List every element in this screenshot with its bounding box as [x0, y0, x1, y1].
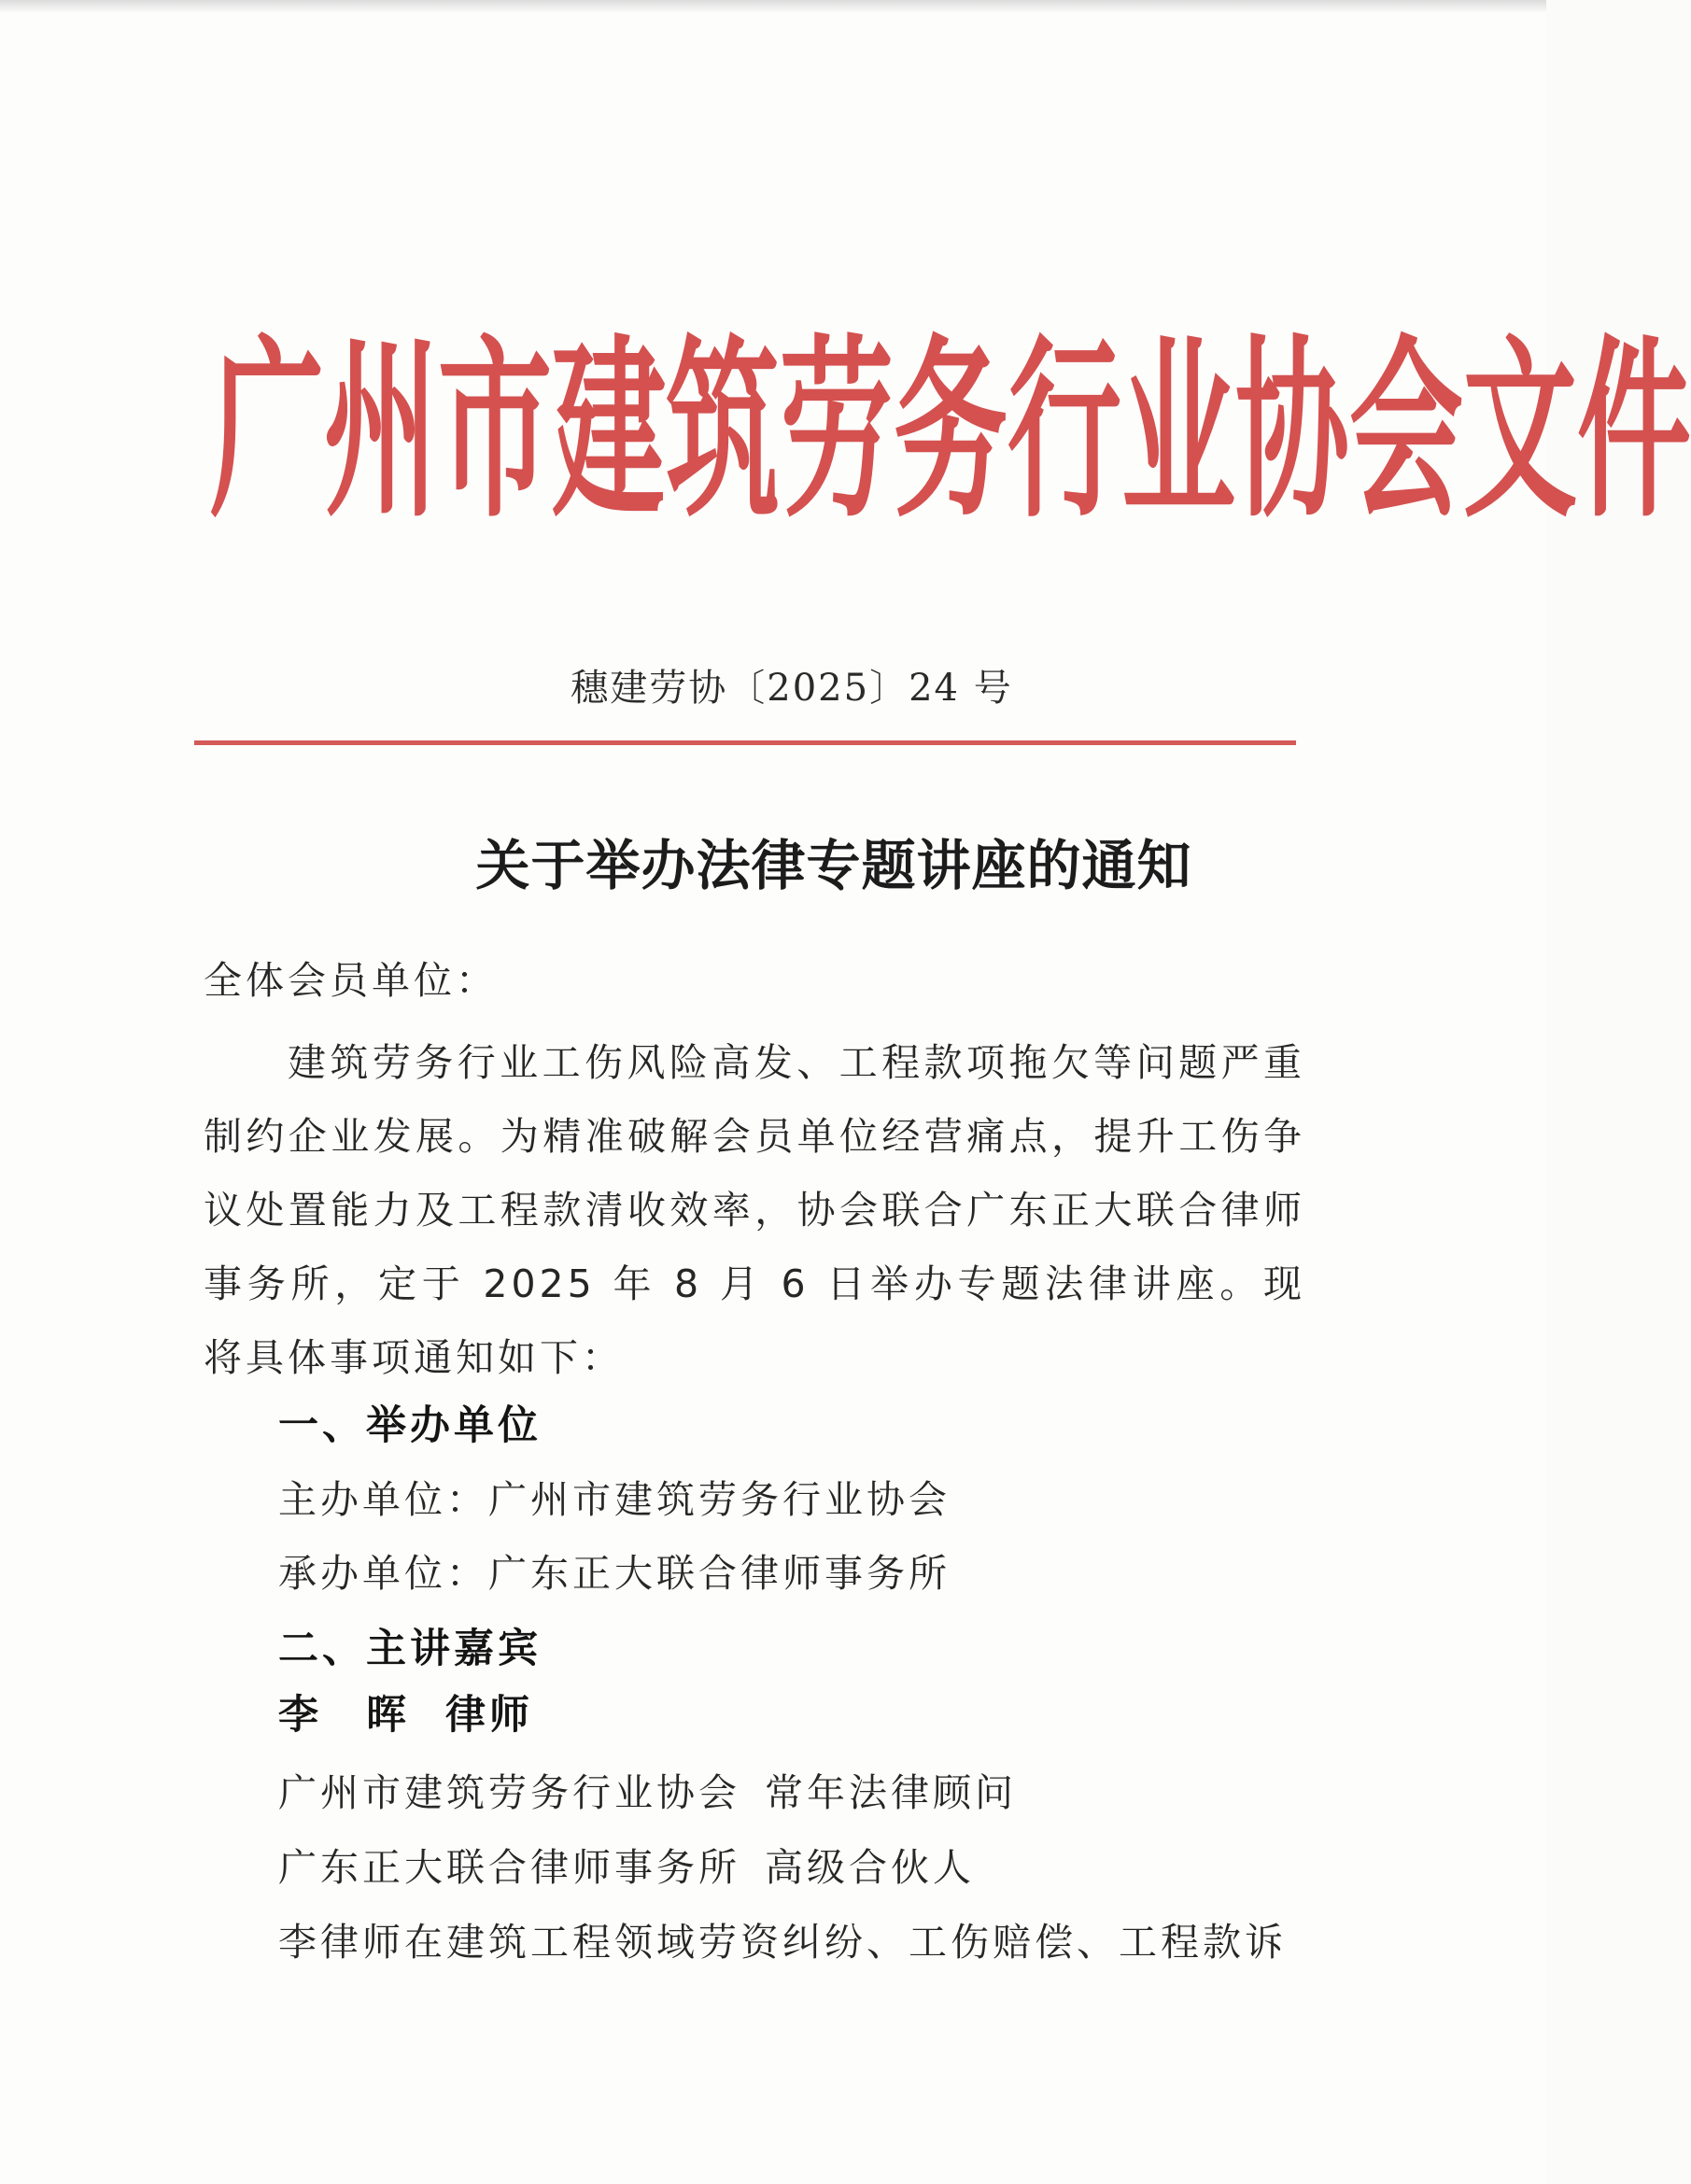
masthead-title	[210, 315, 1691, 544]
speaker-bio: 李律师在建筑工程领域劳资纠纷、工伤赔偿、工程款诉	[278, 1920, 1287, 1965]
masthead-char: 广	[210, 315, 324, 544]
document-number: 穗建劳协〔2025〕24 号	[571, 667, 1013, 710]
masthead-char: 劳	[780, 315, 894, 544]
scan-edge-shadow	[0, 0, 1546, 13]
masthead-char: 件	[1577, 315, 1691, 544]
masthead-char: 州	[324, 315, 438, 544]
speaker-role	[278, 1755, 1017, 1830]
speaker-name: 李 晖 律师	[278, 1692, 533, 1739]
role-organization: 广东正大联合律师事务所	[278, 1845, 740, 1890]
masthead-char: 业	[1121, 315, 1235, 544]
masthead-char: 行	[1008, 315, 1121, 544]
section-heading-speaker: 二、主讲嘉宾	[278, 1626, 542, 1672]
organizer-unit: 承办单位：广东正大联合律师事务所	[278, 1551, 951, 1596]
masthead-char: 协	[1235, 315, 1349, 544]
role-organization: 广州市建筑劳务行业协会	[278, 1770, 740, 1815]
host-unit: 主办单位：广州市建筑劳务行业协会	[278, 1477, 951, 1522]
speaker-role	[278, 1830, 975, 1905]
salutation: 全体会员单位：	[204, 958, 498, 1003]
masthead-char: 筑	[666, 315, 780, 544]
masthead-char: 市	[438, 315, 552, 544]
notice-title: 关于举办法律专题讲座的通知	[475, 834, 1192, 897]
masthead-char: 文	[1463, 315, 1577, 544]
red-divider-rule	[194, 740, 1296, 745]
intro-paragraph: 建筑劳务行业工伤风险高发、工程款项拖欠等问题严重制约企业发展。为精准破解会员单位经营痛点，提升工伤争议处置能力及工程款清收效率，协会联合广东正大联合律师事务所，定于 2025 年 8 月 6 日举办专题法律讲座。现将具体事项通知如下：	[204, 1040, 1305, 1380]
masthead-char: 务	[894, 315, 1008, 544]
role-title: 高级合伙人	[765, 1845, 975, 1890]
section-heading-organizers: 一、举办单位	[278, 1402, 542, 1449]
role-title: 常年法律顾问	[765, 1770, 1017, 1815]
masthead-char: 建	[552, 315, 666, 544]
masthead-char: 会	[1349, 315, 1463, 544]
